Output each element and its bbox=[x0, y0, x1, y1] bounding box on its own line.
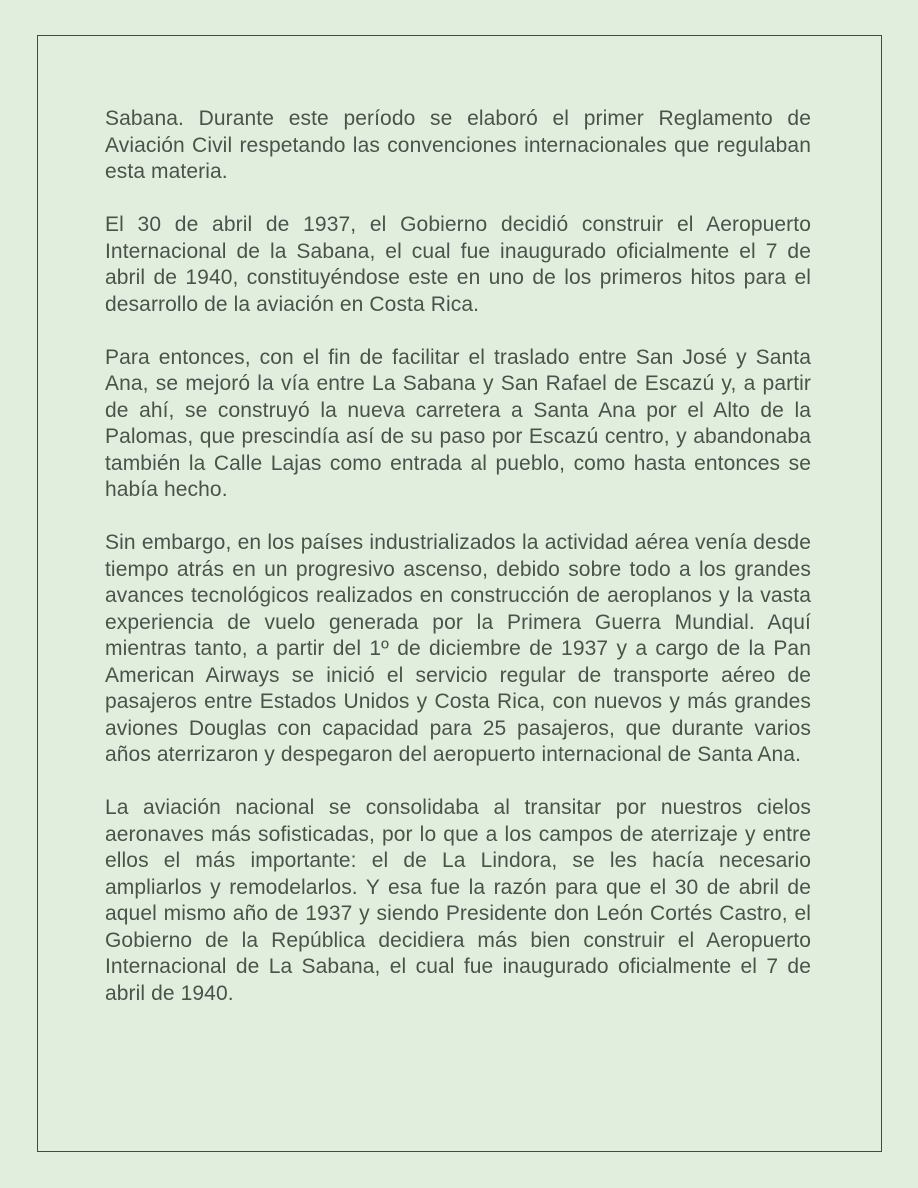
paragraph-5: La aviación nacional se consolidaba al transitar por nuestros cielos aeronaves más sofisticadas, por lo que a los campos de aterrizaje y entre ellos el más importante: el de La Lindora, se les hacía necesario ampliarlos y remodelarlos. Y esa fue la razón para que el 30 de abril de aquel mismo año de 1937 y siendo Presidente don León Cortés Castro, el Gobierno de la República decidiera más bien construir el Aeropuerto Internacional de La Sabana, el cual fue inaugurado oficialmente el 7 de abril de 1940. bbox=[105, 796, 811, 1005]
document-text bbox=[105, 106, 811, 1007]
paragraph-3: Para entonces, con el fin de facilitar el traslado entre San José y Santa Ana, se mejoró la vía entre La Sabana y San Rafael de Escazú y, a partir de ahí, se construyó la nueva carretera a Santa Ana por el Alto de la Palomas, que prescindía así de su paso por Escazú centro, y abandonaba también la Calle Lajas como entrada al pueblo, como hasta entonces se había hecho. bbox=[105, 345, 811, 501]
paragraph-4: Sin embargo, en los países industrializados la actividad aérea venía desde tiempo atrás en un progresivo ascenso, debido sobre todo a los grandes avances tecnológicos realizados en construcción de aeroplanos y la vasta experiencia de vuelo generada por la Primera Guerra Mundial. Aquí mientras tanto, a partir del 1º de diciembre de 1937 y a cargo de la Pan American Airways se inició el servicio regular de transporte aéreo de pasajeros entre Estados Unidos y Costa Rica, con nuevos y más grandes aviones Douglas con capacidad para 25 pasajeros, que durante varios años aterrizaron y despegaron del aeropuerto internacional de Santa Ana. bbox=[105, 531, 811, 766]
paragraph-1: Sabana. Durante este período se elaboró el primer Reglamento de Aviación Civil respetando las convenciones internacionales que regulaban esta materia. bbox=[105, 107, 811, 183]
page-border-frame bbox=[37, 35, 882, 1152]
paragraph-2: El 30 de abril de 1937, el Gobierno decidió construir el Aeropuerto Internacional de la Sabana, el cual fue inaugurado oficialmente el 7 de abril de 1940, constituyéndose este en uno de los primeros hitos para el desarrollo de la aviación en Costa Rica. bbox=[105, 213, 811, 316]
